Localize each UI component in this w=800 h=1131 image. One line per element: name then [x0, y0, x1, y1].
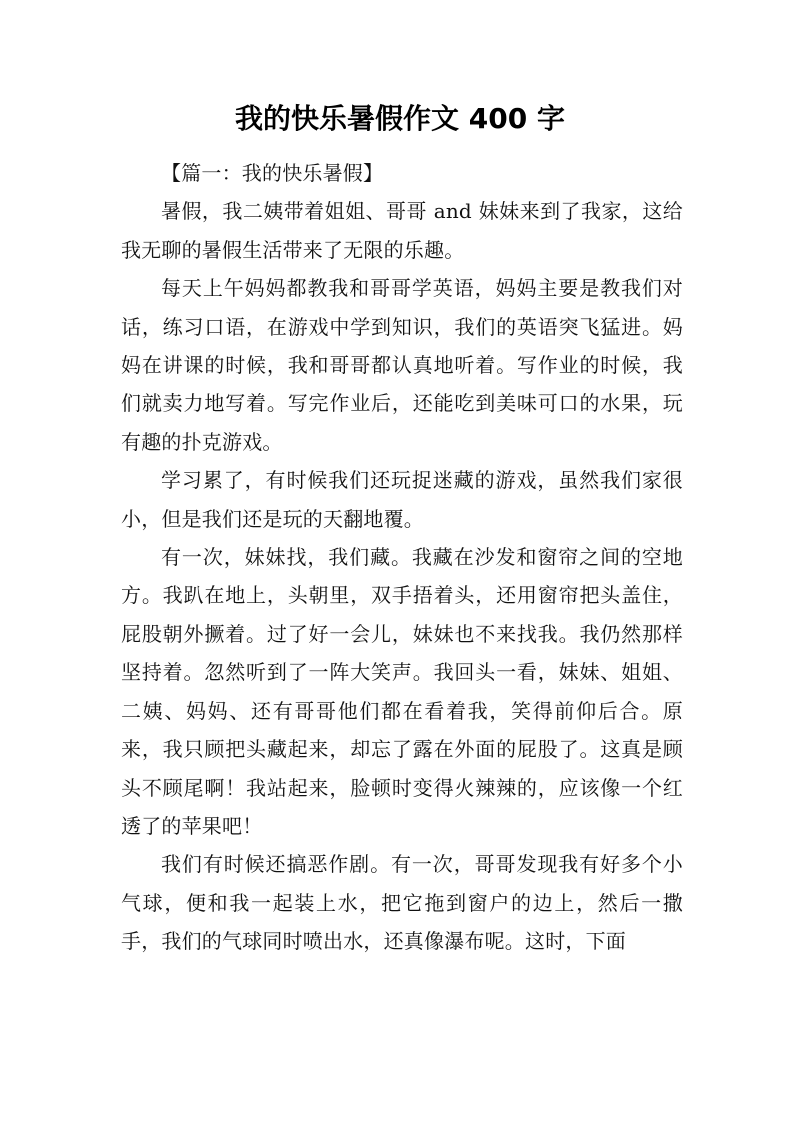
document-title: 我的快乐暑假作文 400 字 [235, 102, 565, 135]
paragraph-5: 我们有时候还搞恶作剧。有一次，哥哥发现我有好多个小气球，便和我一起装上水，把它拖到窗户的边上，然后一撒手，我们的气球同时喷出水，还真像瀑布呢。这时，下面 [121, 852, 683, 954]
paragraph-2: 每天上午妈妈都教我和哥哥学英语，妈妈主要是教我们对话，练习口语，在游戏中学到知识，我们的英语突飞猛进。妈妈在讲课的时候，我和哥哥都认真地听着。写作业的时候，我们就卖力地写着。写完作业后，还能吃到美味可口的水果，玩有趣的扑克游戏。 [121, 276, 683, 454]
paragraph-3: 学习累了，有时候我们还玩捉迷藏的游戏，虽然我们家很小，但是我们还是玩的天翻地覆。 [121, 468, 683, 531]
document-body [121, 154, 683, 961]
paragraph-4: 有一次，妹妹找，我们藏。我藏在沙发和窗帘之间的空地方。我趴在地上，头朝里，双手捂着头，还用窗帘把头盖住，屁股朝外撅着。过了好一会儿，妹妹也不来找我。我仍然那样坚持着。忽然听到了一阵大笑声。我回头一看，妹妹、姐姐、二姨、妈妈、还有哥哥他们都在看着我，笑得前仰后合。原来，我只顾把头藏起来，却忘了露在外面的屁股了。这真是顾头不顾尾啊！我站起来，脸顿时变得火辣辣的，应该像一个红透了的苹果吧！ [121, 545, 683, 838]
paragraph-1: 暑假，我二姨带着姐姐、哥哥 and 妹妹来到了我家，这给我无聊的暑假生活带来了无限的乐趣。 [121, 199, 683, 262]
section-heading: 【篇一：我的快乐暑假】 [161, 161, 384, 185]
